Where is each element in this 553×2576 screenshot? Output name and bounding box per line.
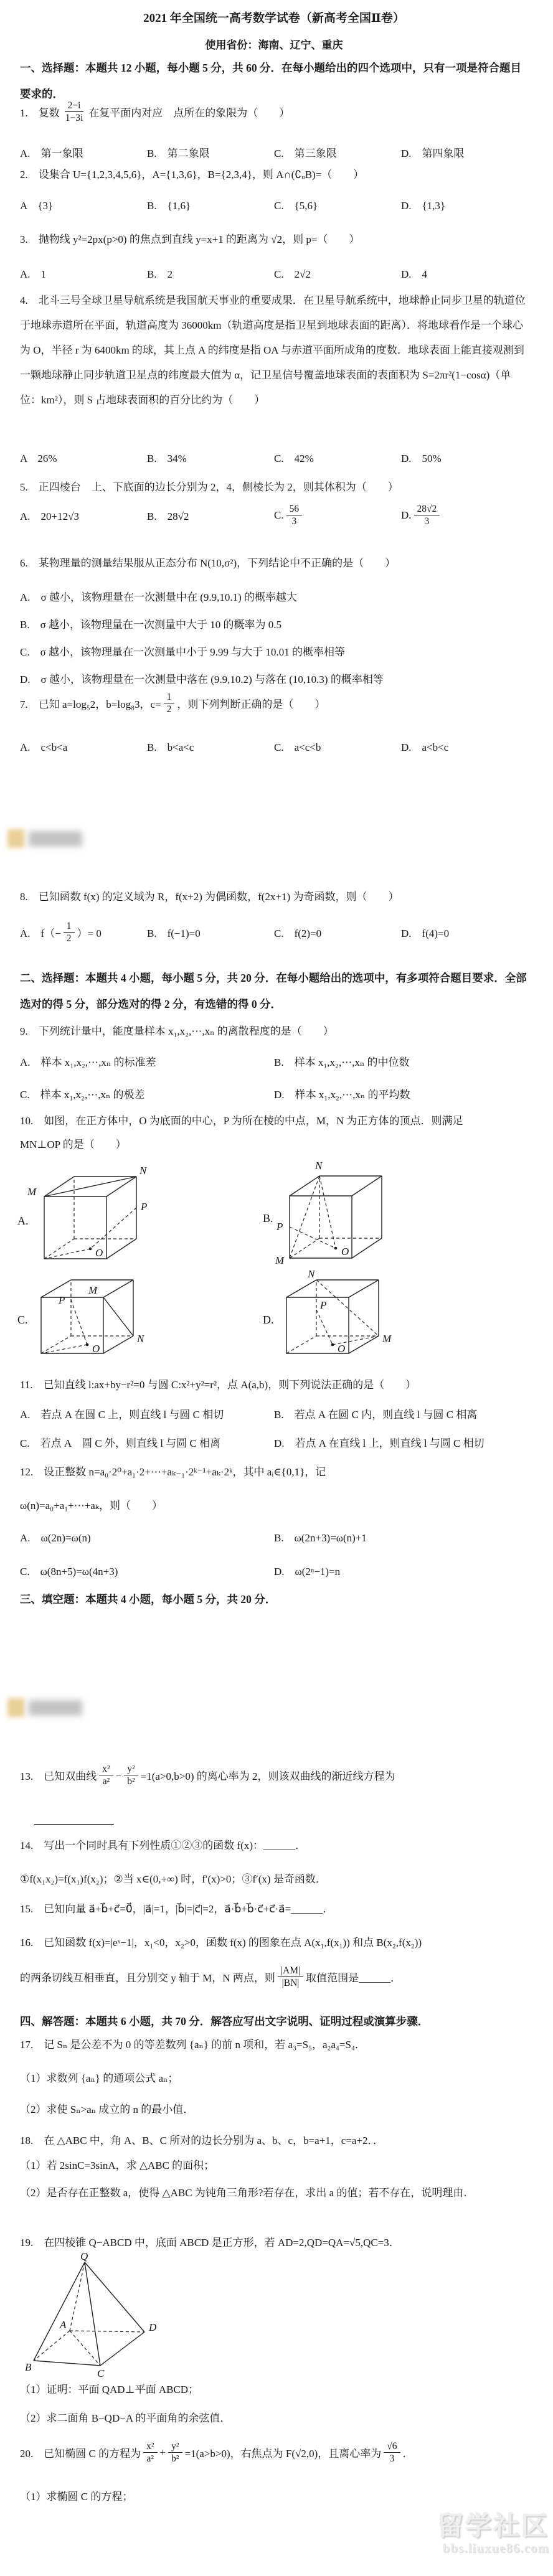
option-b: B. 若点 A 在圆 C 内，则直线 l 与圆 C 相离 [274,1409,478,1421]
option-c: C. σ 越小，该物理量在一次测量中小于 9.99 与大于 10.01 的概率相等 [20,646,346,658]
option-c: C. 42% [274,453,314,464]
fraction-numerator: √6 [384,2440,400,2453]
q20-text-mid: =1(a>b>0)，右焦点为 F(√2,0)，且离心率为 [184,2448,382,2460]
q20-plus: + [159,2446,166,2458]
q4-options [20,449,528,465]
option-d: D. 4 [401,268,428,280]
option-a-pre: A. f（− [20,928,61,940]
q12-options-row1 [20,1529,528,1544]
fraction-denominator: 3 [291,516,297,527]
point-p-label: P [276,1221,283,1233]
option-d: D. 样本 x₁,x₂,⋯,xₙ 的平均数 [274,1089,410,1101]
point-o-dot [331,1343,334,1347]
point-o-dot [89,1248,92,1251]
fraction-numerator: 1 [64,920,75,933]
vertex-c-label: C [97,2367,105,2379]
q20-part1: （1）求椭圆 C 的方程； [20,2491,133,2503]
blurred-watermark [7,1698,82,1717]
q9-options-row1 [20,1053,528,1069]
watermark-text-block [29,1700,82,1716]
q3-options [20,265,528,281]
option-a: A. ω(2n)=ω(n) [20,1532,91,1544]
option-d: D. 若点 A 在直线 l 上，则直线 l 与圆 C 相切 [274,1437,484,1449]
q7-text-pre: 7. 已知 a=log₅2，b=log₈3，c= [20,698,161,711]
point-o-label: O [92,1343,100,1355]
page-subtitle: 使用省份：海南、辽宁、重庆 [205,39,343,51]
fraction-denominator: 2 [66,933,72,944]
q8-options [20,920,528,945]
q11-options-row1 [20,1406,528,1421]
point-p-label: P [141,1201,148,1213]
pyramid-figure [22,2250,172,2379]
fraction-numerator: x² [99,1763,113,1775]
q13-text-pre: 13. 已知双曲线 [20,1770,97,1783]
option-c: C. 第三象限 [274,148,337,159]
question-12-line2: ω(n)=a₀+a₁+⋯+aₖ，则（ ） [20,1500,163,1511]
question-4: 4. 北斗三号全球卫星导航系统是我国航天事业的重要成果．在卫星导航系统中，地球静止同步卫星的轨道位于地球赤道所在平面，轨道高度为 36000km（轨道高度是指卫星到地球表面的距离）．将地球看作是一个球心为 O，半径 r 为 6400km 的球，其上点 A 的纬度是指 OA 与赤道平面所成角的度数．地球表面上能直接观测到一颗地球静止同步轨道卫星点的纬度最大值为 α，记卫星信号覆盖地球表面的表面积为 S=2πr²(1−cosα)（单位：km²），则 S 占地球表面积的百分比约为（ ） [20,294,526,406]
option-c: C. 2√2 [274,268,311,280]
option-b: B. 28√2 [147,510,189,523]
fraction-numerator: x² [143,2440,157,2453]
q13-fraction-2 [124,1763,138,1788]
question-5: 5. 正四棱台 上、下底面的边长分别为 2，4，侧棱长为 2，则其体积为（ ） [20,481,399,493]
q1-text-post: 在复平面内对应 点所在的象限为（ ） [88,107,290,120]
option-c: C. a<c<b [274,741,321,753]
question-17: 17. 记 Sₙ 是公差不为 0 的等差数列 {aₙ} 的前 n 项和，若 a₃=S₅，a₂a₄=S₄． [20,2039,366,2051]
vertex-m-label: M [88,1284,98,1296]
fraction-numerator: 28√2 [414,503,440,515]
q2-options [20,197,528,212]
option-c [274,503,401,528]
q1-text-pre: 1. 复数 [20,107,60,120]
question-14: 14. 写出一个同时具有下列性质①②③的函数 f(x)：______． [20,1840,306,1851]
option-b: B. f(−1)=0 [147,928,201,940]
figure-c-label: C. [17,1314,28,1326]
cube-edges [290,1176,382,1258]
q1-fraction [62,100,87,125]
fraction-denominator: |BN| [281,1978,300,1989]
point-o-label: O [338,1343,346,1355]
question-15: 15. 已知向量 a⃗+b⃗+c⃗=0⃗，|a⃗|=1，|b⃗|=|c⃗|=2，a⃗·b⃗+b⃗·c⃗+c⃗·a⃗=______． [20,1903,334,1915]
question-9: 9. 下列统计量中，能度量样本 x₁,x₂,⋯,xₙ 的离散程度的是（ ） [20,1025,334,1037]
option-c-fraction [286,503,303,528]
q16-text-pre: 的两条切线互相垂直，且分别交 y 轴于 M，N 两点，则 [20,1972,275,1985]
option-c: C. ω(8n+5)=ω(4n+3) [20,1566,118,1577]
q16-fraction [278,1965,303,1990]
vertex-a-label: A [60,2319,67,2331]
option-c: C. f(2)=0 [274,928,322,940]
vertex-d-label: D [149,2321,157,2333]
question-8: 8. 已知函数 f(x) 的定义域为 R，f(x+2) 为偶函数，f(2x+1) 为奇函数，则（ ） [20,891,399,903]
question-7 [20,691,528,716]
option-a [20,920,147,945]
apex-q-label: Q [80,2250,88,2262]
q14-properties: ①f(x₁x₂)=f(x₁)f(x₂)；②当 x∈(0,+∞) 时，f′(x)>0；③f′(x) 是奇函数． [20,1873,326,1885]
vertex-m-label: M [382,1333,392,1345]
option-b: B. 样本 x₁,x₂,⋯,xₙ 的中位数 [274,1056,410,1068]
question-1 [20,100,528,125]
option-d-fraction [414,503,440,528]
vertex-n-label: N [139,1165,147,1177]
option-b: B. σ 越小，该物理量在一次测量中大于 10 的概率为 0.5 [20,619,282,631]
q13-fraction-1 [99,1763,113,1788]
q9-options-row2 [20,1086,528,1101]
cube-figure-a [16,1159,159,1268]
q12-options-row2 [20,1563,528,1578]
fraction-numerator: 56 [286,503,303,515]
fraction-numerator: 1 [164,691,175,703]
fraction-denominator: a² [102,1776,110,1787]
option-d-label: D. [401,509,412,521]
fraction-denominator: b² [127,1776,135,1787]
section-4-header: 四、解答题：本题共 6 小题，共 70 分．解答应写出文字说明、证明过程或演算步骤． [20,2015,429,2028]
fraction-denominator: 1−3i [65,113,83,124]
section-2-header: 二、选择题：本题共 4 小题，每小题 5 分，共 20 分．在每小题给出的选项中，有多项符合题目要求．全部选对的得 5 分，部分选对的得 2 分，有选错的得 0 分． [20,972,527,1010]
fraction-denominator: a² [146,2453,154,2465]
option-a-post: ）= 0 [77,928,102,940]
figure-b-label: B. [263,1212,273,1225]
fraction-denominator: 3 [424,516,430,527]
option-a: A. σ 越小，该物理量在一次测量中在 (9.9,10.1) 的概率越大 [20,591,298,603]
blurred-watermark [7,829,82,848]
option-d: D. f(4)=0 [401,928,450,940]
question-11: 11. 已知直线 l:ax+by−r²=0 与圆 C:x²+y²=r²，点 A(a,b)，则下列说法正确的是（ ） [20,1379,417,1391]
option-d: D. ω(2ⁿ−1)=n [274,1566,341,1577]
watermark-logo-block [7,1698,24,1717]
q6-options [20,584,528,693]
q1-options [20,144,528,160]
question-16-line2 [20,1965,528,1990]
q19-part1: （1）证明：平面 QAD⊥平面 ABCD； [20,2384,199,2395]
point-p-label: P [320,1299,327,1311]
figure-d-label: D. [263,1314,274,1326]
point-o-dot [86,1343,89,1347]
option-a: A {3} [20,200,54,212]
fraction-denominator: 3 [389,2453,395,2465]
vertex-n-label: N [137,1333,144,1345]
site-watermark [437,2513,549,2555]
fraction-denominator: b² [171,2453,179,2465]
option-b: B. {1,6} [147,200,191,212]
q20-fraction-2 [168,2440,182,2465]
option-c: C. {5,6} [274,200,318,212]
question-10-line1: 10. 如图，在正方体中，O 为底面的中心，P 为所在棱的中点，M，N 为正方体的顶点．则满足 [20,1115,463,1127]
question-20 [20,2440,528,2465]
question-18: 18. 在 △ABC 中，角 A、B、C 所对的边长分别为 a、b、c，b=a+1，c=a+2．． [20,2135,384,2146]
option-d: D. {1,3} [401,200,446,212]
cube-edges [44,1177,136,1259]
q19-part2: （2）求二面角 B−QD−A 的平面角的余弦值． [20,2412,231,2424]
vertex-m-label: M [27,1186,37,1198]
option-b: B. 2 [147,268,173,280]
option-a: A 26% [20,453,57,464]
vertex-m-label: M [275,1254,285,1266]
question-12-line1: 12. 设正整数 n=a₀·2⁰+a₁·2+⋯+aₖ₋₁·2ᵏ⁻¹+aₖ·2ᵏ，其中 aᵢ∈{0,1}，记 [20,1466,326,1478]
watermark-text-block [29,831,82,847]
option-c-label: C. [274,509,284,521]
q5-options [20,503,528,528]
vertex-n-label: N [308,1268,315,1280]
cube-figure-b [262,1157,405,1267]
option-c: C. 若点 A 圆 C 外，则直线 l 与圆 C 相离 [20,1437,221,1449]
question-6: 6. 某物理量的测量结果服从正态分布 N(10,σ²)，下列结论中不正确的是（ ） [20,557,396,569]
q7-text-post: ，则下列判断正确的是（ ） [177,698,326,711]
option-a: A. 1 [20,268,47,280]
question-3: 3. 抛物线 y²=2px(p>0) 的焦点到直线 y=x+1 的距离为 √2，则 p=（ ） [20,233,360,245]
q13-text-post: =1(a>0,b>0) 的离心率为 2，则该双曲线的渐近线方程为 [140,1770,395,1783]
option-d: D. a<b<c [401,741,449,753]
question-10-line2: MN⊥OP 的是（ ） [20,1139,126,1150]
figure-a-label: A. [17,1215,29,1227]
option-d: D. 第四象限 [401,148,465,159]
q18-part2: （2）是否存在正整数 a，使得 △ABC 为钝角三角形?若存在，求出 a 的值；若不存在，说明理由． [20,2187,475,2199]
q7-fraction [164,691,175,716]
q17-part1: （1）求数列 {aₙ} 的通项公式 aₙ； [20,2072,179,2084]
option-a: A. 样本 x₁,x₂,⋯,xₙ 的标准差 [20,1056,156,1068]
fraction-numerator: y² [124,1763,138,1775]
option-b: B. 34% [147,453,187,464]
fraction-numerator: 2−i [65,100,84,112]
question-19: 19. 在四棱锥 Q−ABCD 中，底面 ABCD 是正方形，若 AD=2,QD=QA=√5,QC=3． [20,2237,400,2249]
section-3-header: 三、填空题：本题共 4 小题，每小题 5 分，共 20 分． [20,1593,276,1605]
site-watermark-name: 留学社区 [437,2513,549,2541]
option-d: D. σ 越小，该物理量在一次测量中落在 (9.9,10.2) 与落在 (10,10.3) 的概率相等 [20,674,384,685]
watermark-logo-block [7,829,24,848]
vertex-b-label: B [25,2361,32,2373]
site-watermark-url: bbs.liuxue86.com [442,2541,549,2556]
option-d: D. 50% [401,453,442,464]
question-16-line1: 16. 已知函数 f(x)=|eˣ−1|，x₁<0，x₂>0，函数 f(x) 的图象在点 A(x₁,f(x₁)) 和点 B(x₂,f(x₂)) [20,1937,422,1948]
page-title: 2021 年全国统一高考数学试卷（新高考全国Ⅱ卷） [143,12,405,25]
q20-text-end: ． [402,2448,414,2460]
point-o-dot [334,1247,338,1250]
point-o-label: O [95,1247,103,1259]
question-13 [20,1763,528,1788]
q13-minus: − [115,1769,122,1781]
q7-options [20,738,528,754]
q11-options-row2 [20,1434,528,1450]
q20-fraction-1 [143,2440,157,2465]
option-a: A. 20+12√3 [20,510,79,523]
cube-edges [41,1280,133,1353]
fraction-denominator: 2 [166,704,172,715]
option-b: B. b<a<c [147,741,194,753]
cube-figure-c [16,1267,159,1361]
option-a: A. 若点 A 在圆 C 上，则直线 l 与圆 C 相切 [20,1409,224,1421]
q16-text-post: 取值范围是______． [306,1972,402,1985]
option-c: C. 样本 x₁,x₂,⋯,xₙ 的极差 [20,1089,145,1101]
option-a: A. 第一象限 [20,148,83,159]
q18-part1: （1）若 2sinC=3sinA，求 △ABC 的面积； [20,2160,215,2171]
answer-blank-line [34,1824,114,1825]
fraction-numerator: |AM| [278,1965,303,1977]
cube-edges [286,1280,379,1353]
point-o-label: O [341,1246,349,1257]
option-a: A. c<b<a [20,741,68,753]
option-d [401,503,528,528]
section-1-header: 一、选择题：本题共 12 小题，每小题 5 分，共 60 分．在每小题给出的四个选项中，只有一项是符合题目要求的． [20,62,521,100]
option-a-fraction [64,920,75,945]
vertex-n-label: N [315,1160,323,1172]
cube-figure-d [262,1267,405,1361]
option-b: B. ω(2n+3)=ω(n)+1 [274,1532,367,1544]
option-b: B. 第二象限 [147,148,210,159]
q20-fraction-3 [384,2440,400,2465]
q20-text-pre: 20. 已知椭圆 C 的方程为 [20,2448,141,2460]
q17-part2: （2）求使 Sₙ>aₙ 成立的 n 的最小值． [20,2104,194,2115]
question-2: 2. 设集合 U={1,2,3,4,5,6}，A={1,3,6}，B={2,3,4}，则 A∩(∁ᵤB)=（ ） [20,169,364,181]
pyramid-edges [34,2262,144,2366]
fraction-numerator: y² [168,2440,182,2453]
point-p-label: P [59,1294,65,1306]
